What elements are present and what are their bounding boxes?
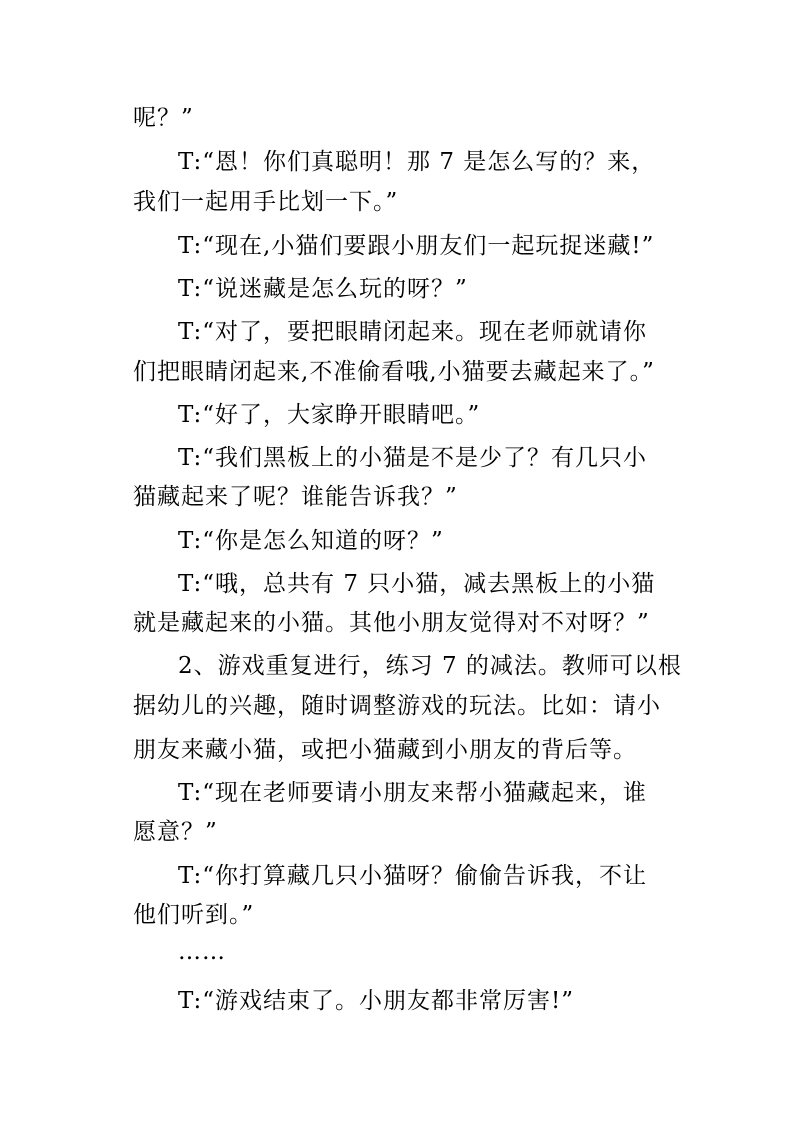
text-line-6: T:“对了，要把眼睛闭起来。现在老师就请你: [178, 319, 648, 345]
text-line-8: T:“好了，大家睁开眼睛吧。”: [178, 402, 481, 428]
text-line-22: T:“游戏结束了。小朋友都非常厉害!”: [178, 988, 575, 1014]
text-line-14: 2、游戏重复进行，练习 7 的减法。教师可以根: [178, 653, 682, 679]
text-line-2: T:“恩！你们真聪明！那 7 是怎么写的？来，: [178, 149, 656, 175]
text-line-9: T:“我们黑板上的小猫是不是少了？有几只小: [178, 445, 648, 471]
text-line-16: 朋友来藏小猫，或把小猫藏到小朋友的背后等。: [133, 737, 637, 763]
text-line-5: T:“说迷藏是怎么玩的呀？”: [178, 276, 468, 302]
text-line-1: 呢？”: [133, 105, 194, 131]
text-line-12: T:“哦，总共有 7 只小猫，减去黑板上的小猫: [178, 571, 656, 597]
text-line-4: T:“现在,小猫们要跟小朋友们一起玩捉迷藏!”: [178, 233, 655, 259]
text-line-21: ……: [178, 939, 226, 965]
text-line-13: 就是藏起来的小猫。其他小朋友觉得对不对呀？”: [133, 610, 650, 636]
text-line-7: 们把眼睛闭起来,不准偷看哦,小猫要去藏起来了。”: [133, 359, 655, 385]
text-line-18: 愿意？”: [133, 819, 218, 845]
text-line-19: T:“你打算藏几只小猫呀？偷偷告诉我，不让: [178, 863, 648, 889]
text-line-20: 他们听到。”: [133, 902, 255, 928]
text-line-17: T:“现在老师要请小朋友来帮小猫藏起来，谁: [178, 780, 648, 806]
text-line-10: 猫藏起来了呢？谁能告诉我？”: [133, 484, 458, 510]
text-line-11: T:“你是怎么知道的呀？”: [178, 528, 444, 554]
text-line-3: 我们一起用手比划一下。”: [133, 189, 399, 215]
text-line-15: 据幼儿的兴趣，随时调整游戏的玩法。比如：请小: [133, 693, 661, 719]
